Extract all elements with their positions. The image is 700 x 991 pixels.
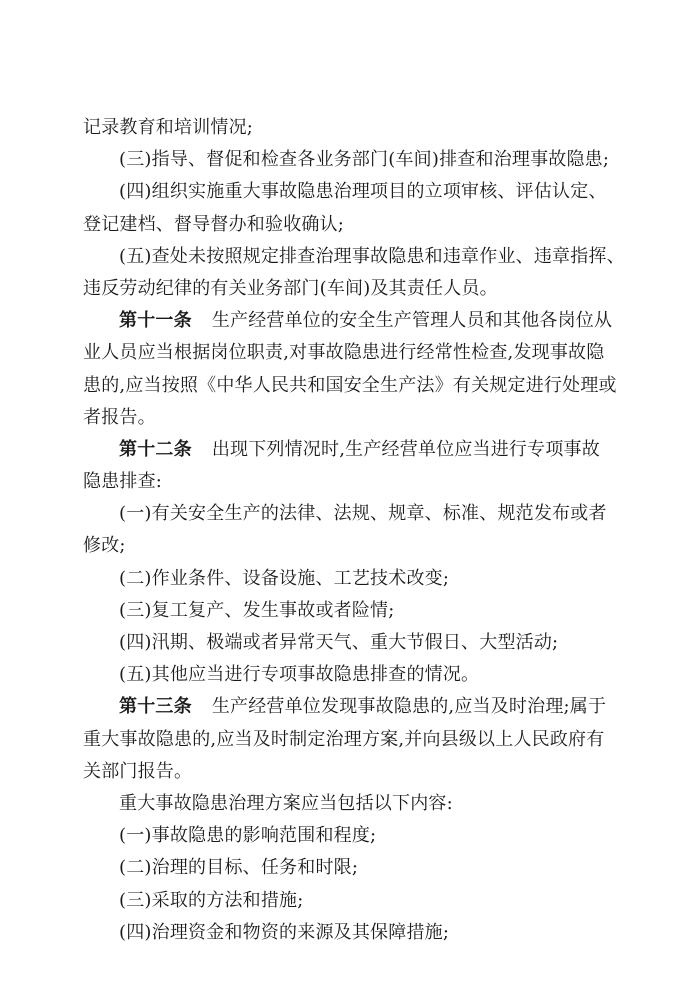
text-line: (四)治理资金和物资的来源及其保障措施;	[119, 921, 450, 943]
text-line: 修改;	[83, 535, 126, 557]
text-line: (三)复工复产、发生事故或者险情;	[119, 599, 395, 621]
text-line: (二)作业条件、设备设施、工艺技术改变;	[119, 567, 450, 589]
text-line: 违反劳动纪律的有关业务部门(车间)及其责任人员。	[83, 277, 498, 299]
text-line: 患的,应当按照《中华人民共和国安全生产法》有关规定进行处理或	[83, 374, 617, 396]
article-heading: 第十三条	[119, 696, 192, 718]
article-line: 第十一条 生产经营单位的安全生产管理人员和其他各岗位从	[119, 310, 613, 332]
text-line: (五)其他应当进行专项事故隐患排查的情况。	[119, 664, 480, 686]
text-line: 者报告。	[83, 406, 156, 428]
text-line: 登记建档、督导督办和验收确认;	[83, 213, 345, 235]
document-body	[83, 112, 623, 949]
article-heading: 第十一条	[119, 310, 192, 332]
article-line: 第十二条 出现下列情况时,生产经营单位应当进行专项事故	[119, 438, 600, 460]
text-line: (三)采取的方法和措施;	[119, 889, 304, 911]
text-line: (四)汛期、极端或者异常天气、重大节假日、大型活动;	[119, 632, 559, 653]
text-line: 重大事故隐患的,应当及时制定治理方案,并向县级以上人民政府有	[83, 728, 605, 750]
text-line: 重大事故隐患治理方案应当包括以下内容:	[119, 792, 453, 814]
text-line: (一)事故隐患的影响范围和程度;	[119, 825, 377, 847]
text-line: 隐患排查:	[83, 471, 163, 493]
article-line: 第十三条 生产经营单位发现事故隐患的,应当及时治理;属于	[119, 696, 607, 718]
article-heading: 第十二条	[119, 438, 192, 460]
text-line: (五)查处未按照规定排查治理事故隐患和违章作业、违章指挥、	[119, 245, 625, 267]
text-line: 业人员应当根据岗位职责,对事故隐患进行经常性检查,发现事故隐	[83, 342, 605, 364]
text-line: (四)组织实施重大事故隐患治理项目的立项审核、评估认定、	[119, 181, 607, 203]
text-line: 关部门报告。	[83, 760, 193, 782]
text-line: (二)治理的目标、任务和时限;	[119, 857, 359, 879]
text-line: (一)有关安全生产的法律、法规、规章、标准、规范发布或者	[119, 503, 607, 525]
text-line: 记录教育和培训情况;	[83, 117, 254, 138]
text-line: (三)指导、督促和检查各业务部门(车间)排查和治理事故隐患;	[119, 149, 610, 171]
